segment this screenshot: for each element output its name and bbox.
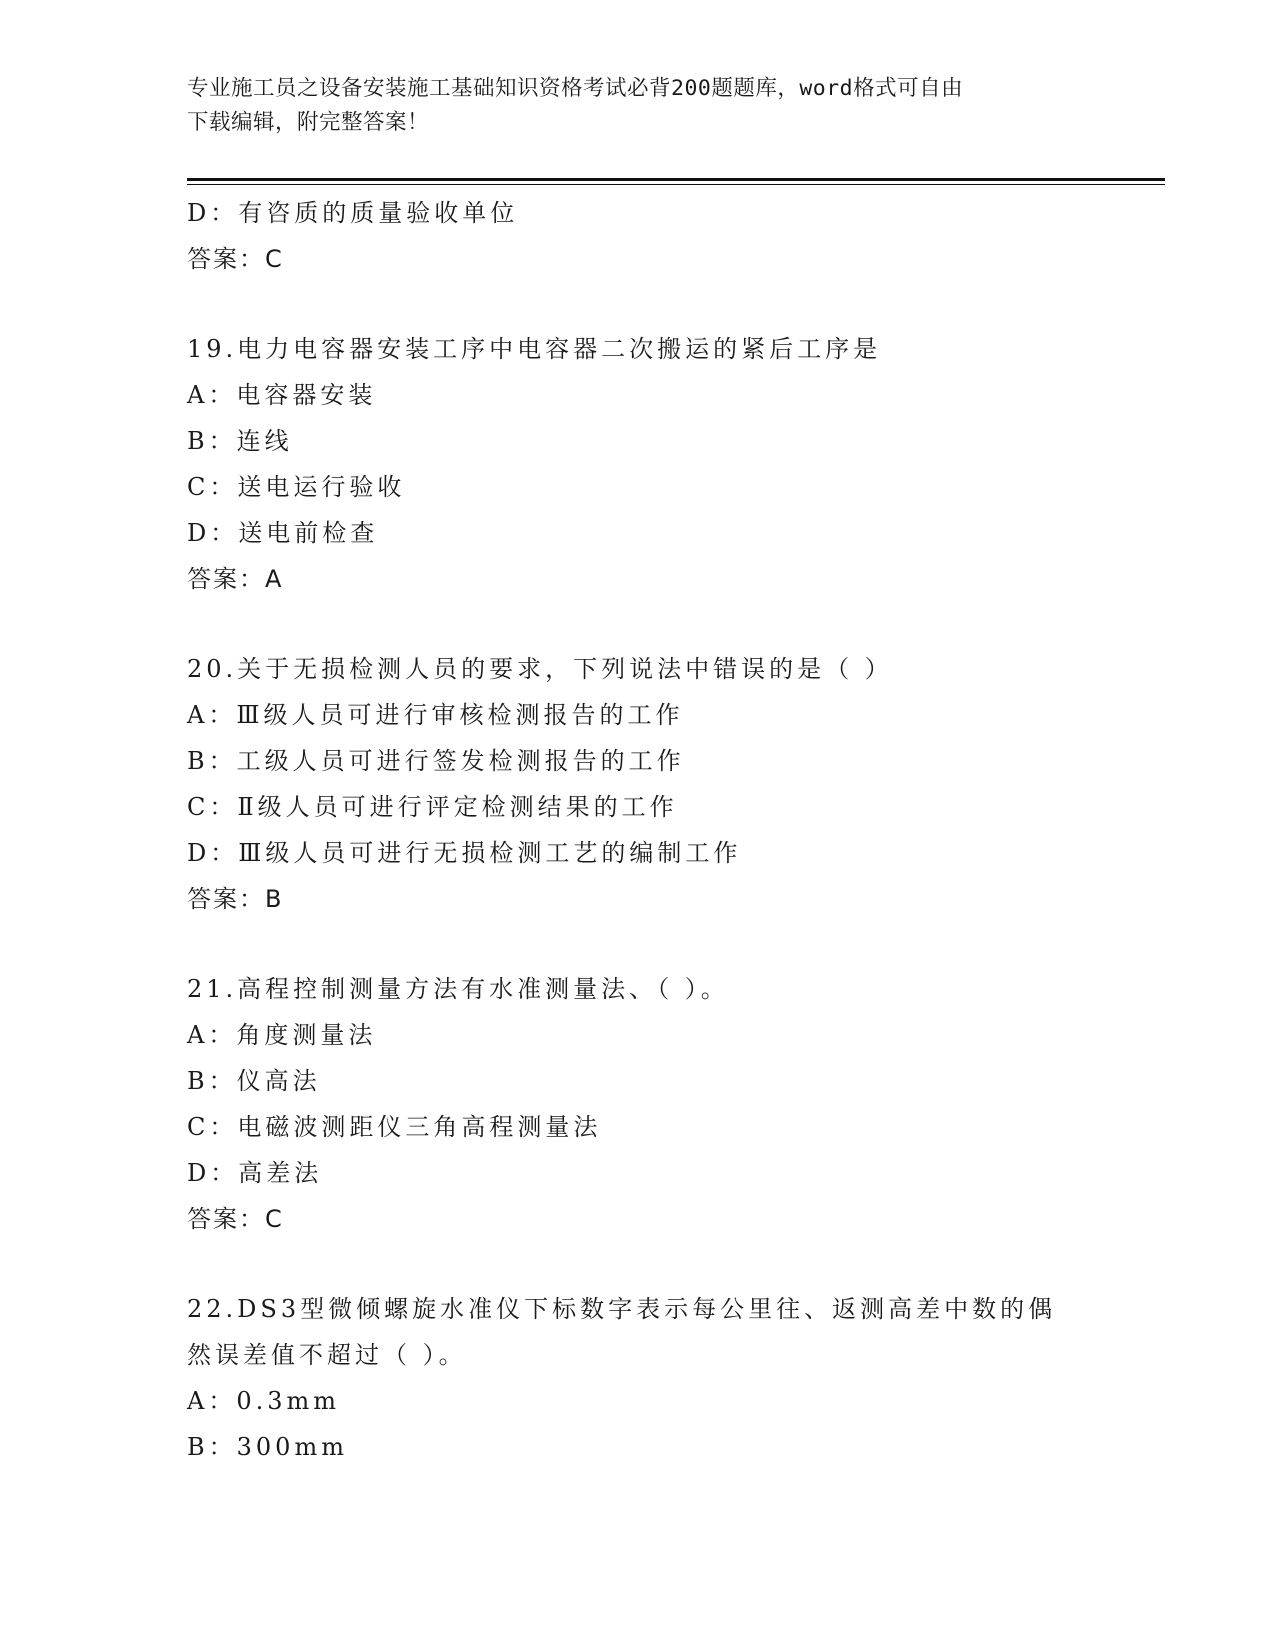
question-stem-line-2: 然误差值不超过（ ）。	[187, 1341, 467, 1369]
option-a: A：角度测量法	[187, 1021, 377, 1049]
question-list	[187, 190, 1147, 1470]
answer: 答案：B	[187, 885, 284, 913]
option-d: D：送电前检查	[187, 519, 379, 547]
header-rule-thick	[187, 178, 1165, 181]
question-stem-line-1: 22.DS3型微倾螺旋水准仪下标数字表示每公里往、返测高差中数的偶	[187, 1295, 1057, 1323]
answer: 答案：A	[187, 565, 284, 593]
previous-question-tail	[187, 190, 1147, 282]
header-rule-thin	[187, 184, 1165, 185]
question-22	[187, 1286, 1147, 1470]
option-a: A：0.3mm	[187, 1387, 341, 1415]
question-21	[187, 966, 1147, 1242]
option-d: D：高差法	[187, 1159, 323, 1187]
option-d: D：Ⅲ级人员可进行无损检测工艺的编制工作	[187, 839, 742, 867]
option-c: C：电磁波测距仪三角高程测量法	[187, 1113, 602, 1141]
option-c: C：送电运行验收	[187, 473, 406, 501]
option-b: B：300mm	[187, 1433, 348, 1461]
answer: 答案：C	[187, 245, 284, 273]
header-line-2: 下载编辑，附完整答案！	[187, 110, 430, 135]
option-a: A：电容器安装	[187, 381, 377, 409]
question-stem: 21.高程控制测量方法有水准测量法、（ ）。	[187, 975, 729, 1003]
option-d: D：有咨质的质量验收单位	[187, 199, 519, 227]
question-20	[187, 646, 1147, 922]
option-b: B：工级人员可进行签发检测报告的工作	[187, 747, 685, 775]
option-b: B：仪高法	[187, 1067, 321, 1095]
question-19	[187, 326, 1147, 602]
option-c: C：Ⅱ级人员可进行评定检测结果的工作	[187, 793, 678, 821]
question-stem: 20.关于无损检测人员的要求，下列说法中错误的是（ ）	[187, 655, 893, 683]
question-stem: 19.电力电容器安装工序中电容器二次搬运的紧后工序是	[187, 335, 882, 363]
document-header	[187, 72, 1067, 140]
answer: 答案：C	[187, 1205, 284, 1233]
option-b: B：连线	[187, 427, 293, 455]
option-a: A：Ⅲ级人员可进行审核检测报告的工作	[187, 701, 684, 729]
header-line-1: 专业施工员之设备安装施工基础知识资格考试必背200题题库，word格式可自由	[187, 76, 964, 101]
